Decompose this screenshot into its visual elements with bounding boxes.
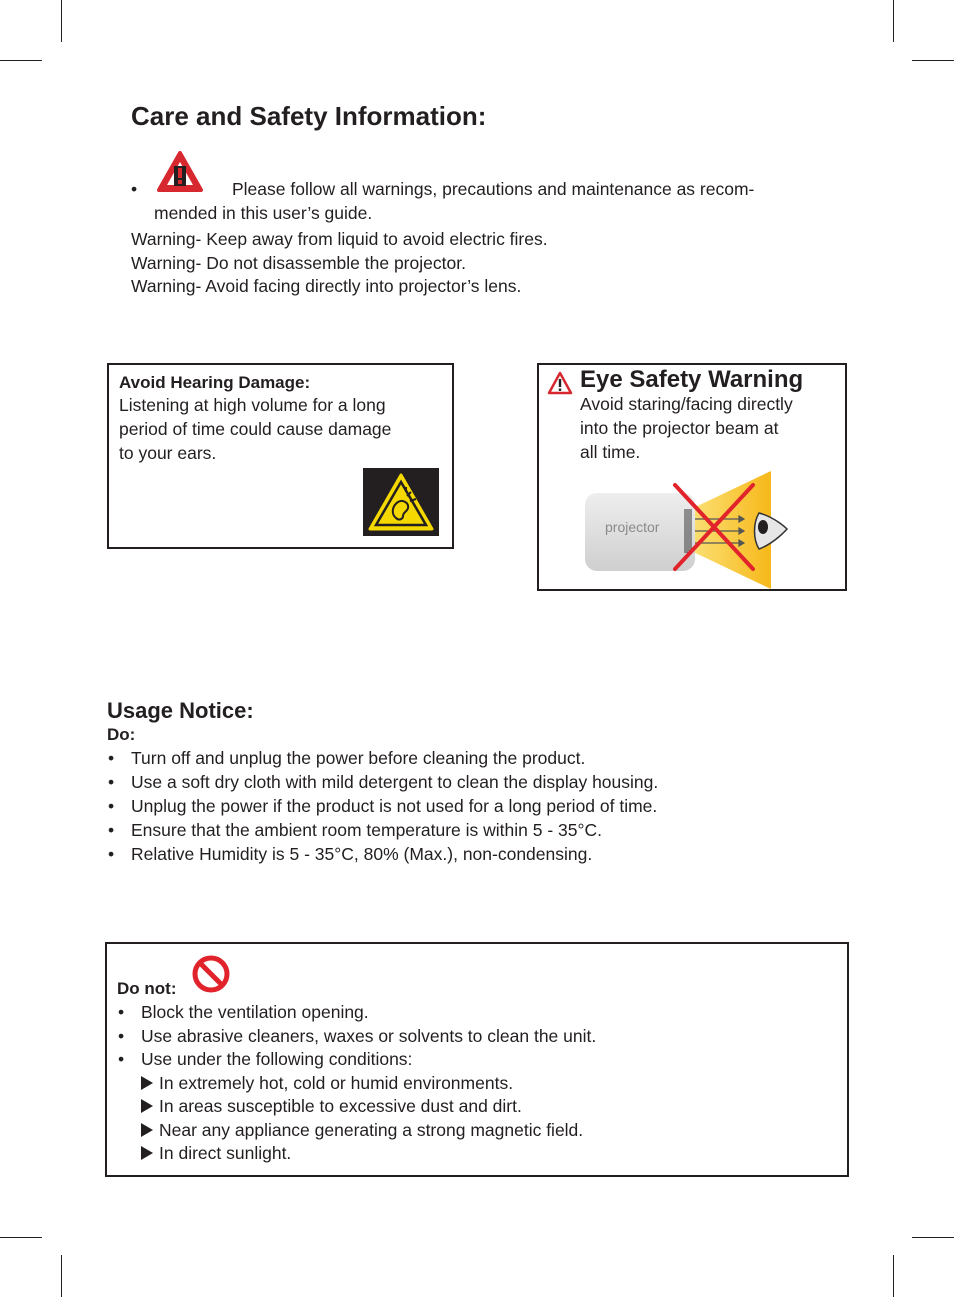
condition-item <box>117 1072 596 1096</box>
condition-text: In areas susceptible to excessive dust and dirt. <box>159 1096 522 1116</box>
do-item: • Ensure that the ambient room temperature is within 5 - 35°C. <box>107 818 658 842</box>
projector-beam-illustration <box>583 469 793 591</box>
do-item: • Unplug the power if the product is not used for a long period of time. <box>107 794 658 818</box>
do-item: • Relative Humidity is 5 - 35°C, 80% (Max.), non-condensing. <box>107 842 658 866</box>
warning-item: Warning- Avoid facing directly into projector’s lens. <box>131 276 522 296</box>
condition-item <box>117 1119 596 1143</box>
arrow-right-icon <box>141 1099 153 1113</box>
eye-safety-line: all time. <box>580 442 641 462</box>
condition-text: In direct sunlight. <box>159 1143 292 1163</box>
intro-lead-text: Please follow all warnings, precautions and maintenance as recom- <box>232 179 755 199</box>
intro-bullet <box>131 150 831 223</box>
page-title: Care and Safety Information: <box>131 101 487 131</box>
bullet-dot: • <box>131 179 138 199</box>
hearing-damage-box <box>107 363 454 549</box>
do-not-item: • Block the ventilation opening. <box>117 1001 596 1025</box>
hearing-line: Listening at high volume for a long <box>119 395 386 415</box>
arrow-right-icon <box>141 1076 153 1090</box>
eye-safety-text <box>580 392 830 464</box>
eye-safety-title: Eye Safety Warning <box>580 366 804 393</box>
hearing-line: period of time could cause damage <box>119 419 392 439</box>
do-item: • Turn off and unplug the power before cleaning the product. <box>107 746 658 770</box>
crop-mark <box>912 60 954 61</box>
warning-icon <box>156 150 204 194</box>
do-not-item: • Use abrasive cleaners, waxes or solvents to clean the unit. <box>117 1025 596 1049</box>
usage-notice-title: Usage Notice: <box>107 698 254 723</box>
eye-safety-box <box>537 363 847 591</box>
do-not-box <box>105 942 849 1177</box>
do-item: • Use a soft dry cloth with mild detergent to clean the display housing. <box>107 770 658 794</box>
do-not-label: Do not: <box>117 979 177 998</box>
condition-text: Near any appliance generating a strong magnetic field. <box>159 1119 584 1140</box>
warning-triangle-icon <box>547 371 573 395</box>
crop-mark <box>912 1237 954 1238</box>
do-not-list <box>117 1001 596 1166</box>
projector-label: projector <box>605 519 660 535</box>
arrow-right-icon <box>141 1146 153 1160</box>
crop-mark <box>61 1255 62 1297</box>
hearing-title: Avoid Hearing Damage: <box>119 373 311 392</box>
eye-safety-line: into the projector beam at <box>580 418 779 438</box>
do-not-item: • Use under the following conditions: <box>117 1048 596 1072</box>
crop-mark <box>0 60 42 61</box>
intro-section <box>131 150 831 299</box>
eye-safety-line: Avoid staring/facing directly <box>580 394 793 414</box>
condition-item <box>117 1142 596 1166</box>
crop-mark <box>893 1255 894 1297</box>
crop-mark <box>893 0 894 42</box>
prohibited-icon <box>191 954 231 994</box>
condition-item <box>117 1095 596 1119</box>
intro-lead-cont: mended in this user’s guide. <box>154 203 373 223</box>
do-label: Do: <box>107 725 136 744</box>
crop-mark <box>0 1237 42 1238</box>
condition-text: In extremely hot, cold or humid environments. <box>159 1072 514 1093</box>
hearing-line: to your ears. <box>119 443 217 463</box>
warning-item: Warning- Do not disassemble the projector. <box>131 252 466 273</box>
do-list <box>107 746 658 866</box>
crop-mark <box>61 0 62 42</box>
warning-list <box>131 228 831 299</box>
arrow-right-icon <box>141 1123 153 1137</box>
hearing-hazard-icon <box>363 468 439 536</box>
warning-item: Warning- Keep away from liquid to avoid electric fires. <box>131 229 548 249</box>
